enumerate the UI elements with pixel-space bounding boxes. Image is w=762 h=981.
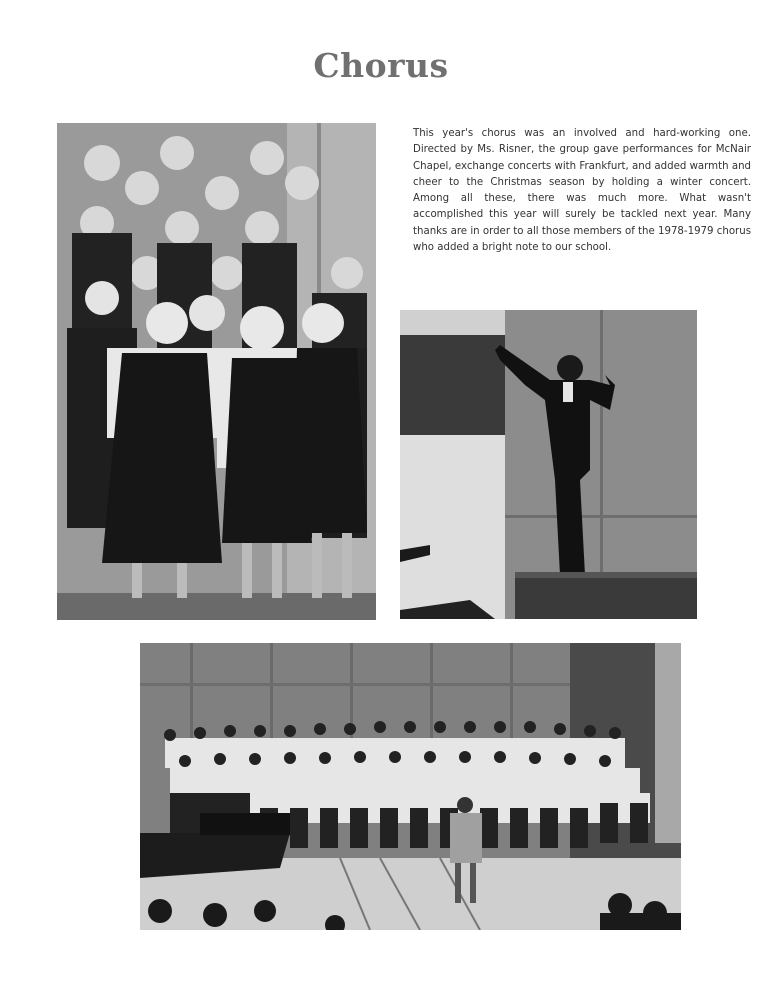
page-title: Chorus xyxy=(313,46,449,85)
photo-director-conducting xyxy=(400,310,697,619)
chorus-description: This year's chorus was an involved and hard-working one. Directed by Ms. Risner, the group gave performances for McNair Chapel, exchange concerts with Frankfurt, and added warmth and cheer to the Christmas season by holding a winter concert. Among all these, there was much more. What wasn't accomplished this year will surely be tackled next year. Many thanks are in order to all those members of the 1978-1979 chorus who added a bright note to our school. xyxy=(413,128,751,254)
photo-chorus-members-group xyxy=(57,123,376,620)
photo-chorus-members-image xyxy=(57,123,376,620)
photo-stage-image xyxy=(140,643,681,930)
photo-director-image xyxy=(400,310,697,619)
photo-chorus-on-stage xyxy=(140,643,681,930)
